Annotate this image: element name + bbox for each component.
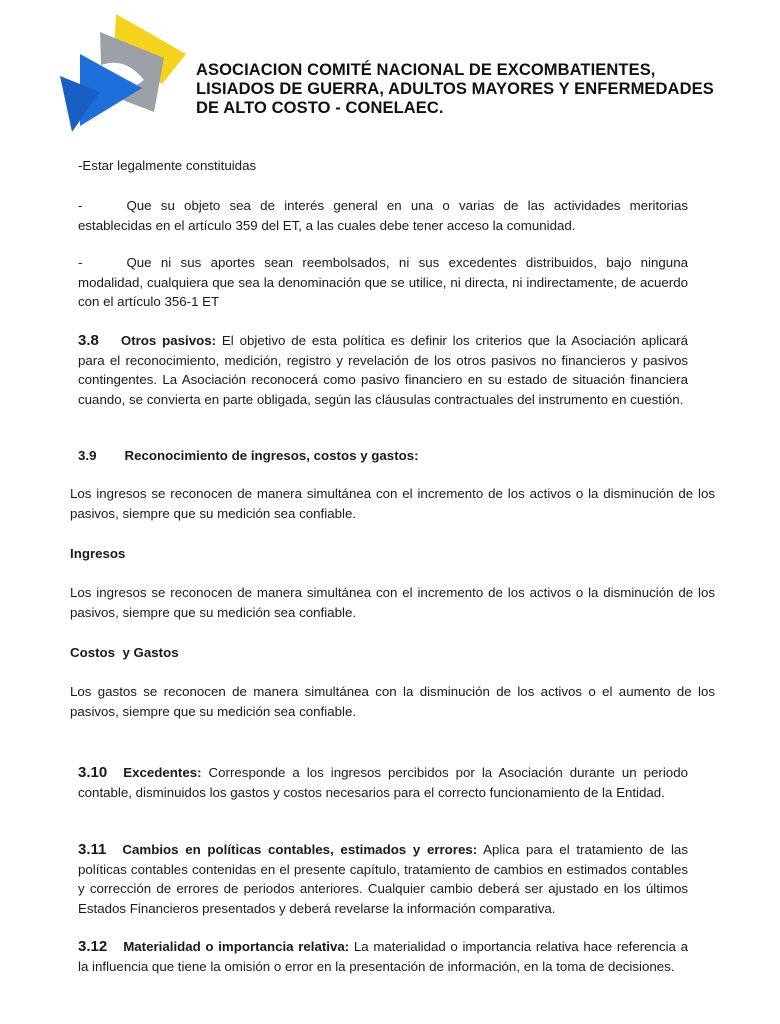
bullet-dash: - [78, 255, 83, 270]
conelaec-logo [60, 14, 186, 132]
ingresos-text: Los ingresos se reconocen de manera simultánea con el incremento de los activos o la disminución de los pasivos, siempre que su medición sea confiable. [70, 585, 715, 620]
section-number: 3.10 [78, 764, 108, 781]
section-3-9-heading [78, 446, 698, 466]
section-3-9-text: Los ingresos se reconocen de manera simultánea con el incremento de los activos o la disminución de los pasivos, siempre que su medición sea confiable. [70, 486, 715, 521]
org-title-line-1: ASOCIACION COMITÉ NACIONAL DE EXCOMBATIENTES, [196, 61, 656, 79]
section-title: Excedentes: [123, 765, 202, 780]
bullet-item-1 [78, 196, 688, 235]
section-number: 3.11 [78, 841, 107, 858]
section-title: Cambios en políticas contables, estimados y errores: [122, 842, 478, 857]
ingresos-heading: Ingresos [70, 546, 126, 561]
section-3-11 [78, 840, 688, 918]
section-number: 3.12 [78, 938, 108, 955]
bullet-text: Que su objeto sea de interés general en una o varias de las actividades meritorias establecidas en el artículo 359 del ET, a las cuales debe tener acceso la comunidad. [78, 198, 688, 233]
org-title-line-3: DE ALTO COSTO - CONELAEC. [196, 99, 444, 117]
section-title: Reconocimiento de ingresos, costos y gastos: [124, 448, 419, 463]
org-title-line-2: LISIADOS DE GUERRA, ADULTOS MAYORES Y ENFERMEDADES [196, 80, 714, 98]
costos-gastos-heading: Costos y Gastos [70, 645, 179, 660]
section-3-10 [78, 763, 688, 802]
section-title: Materialidad o importancia relativa: [123, 939, 350, 954]
section-number: 3.9 [78, 448, 97, 463]
bullet-text: Que ni sus aportes sean reembolsados, ni sus excedentes distribuidos, bajo ninguna modalidad, cualquiera que sea la denominación que se utilice, ni directa, ni indirectamente, de acuerdo con el artículo 356-1 ET [78, 255, 688, 309]
section-text: La materialidad o importancia relativa hace referencia a la influencia que tiene la omisión o error en la presentación de información, en la toma de decisiones. [78, 939, 688, 974]
costos-gastos-text: Los gastos se reconocen de manera simultánea con la disminución de los activos o el aumento de los pasivos, siempre que su medición sea confiable. [70, 684, 715, 719]
section-3-8 [78, 331, 688, 409]
section-text: Aplica para el tratamiento de las políticas contables contenidas en el presente capítulo, tratamiento de cambios en estimados contables y corrección de errores de periodos anteriores. Cualquier cambio deberá ser ajustado en los últimos Estados Financieros presentados y deberá revelarse la información comparativa. [78, 842, 688, 916]
paragraph-legal: -Estar legalmente constituidas [78, 158, 257, 173]
section-title: Otros pasivos: [120, 333, 217, 348]
section-text: El objetivo de esta política es definir los criterios que la Asociación aplicará para el reconocimiento, medición, registro y revelación de los otros pasivos no financieros y pasivos contingentes. La Asociación reconocerá como pasivo financiero en su estado de situación financiera cuando, se convierta en parte obligada, según las cláusulas contractuales del instrumento en cuestión. [78, 333, 688, 407]
organization-title [196, 61, 756, 118]
document-header [0, 0, 780, 150]
bullet-item-2 [78, 253, 688, 312]
section-text: Corresponde a los ingresos percibidos por la Asociación durante un periodo contable, disminuidos los gastos y costos necesarios para el correcto funcionamiento de la Entidad. [78, 765, 688, 800]
section-number: 3.8 [78, 332, 99, 349]
section-3-12 [78, 937, 688, 976]
bullet-dash: - [78, 198, 83, 213]
